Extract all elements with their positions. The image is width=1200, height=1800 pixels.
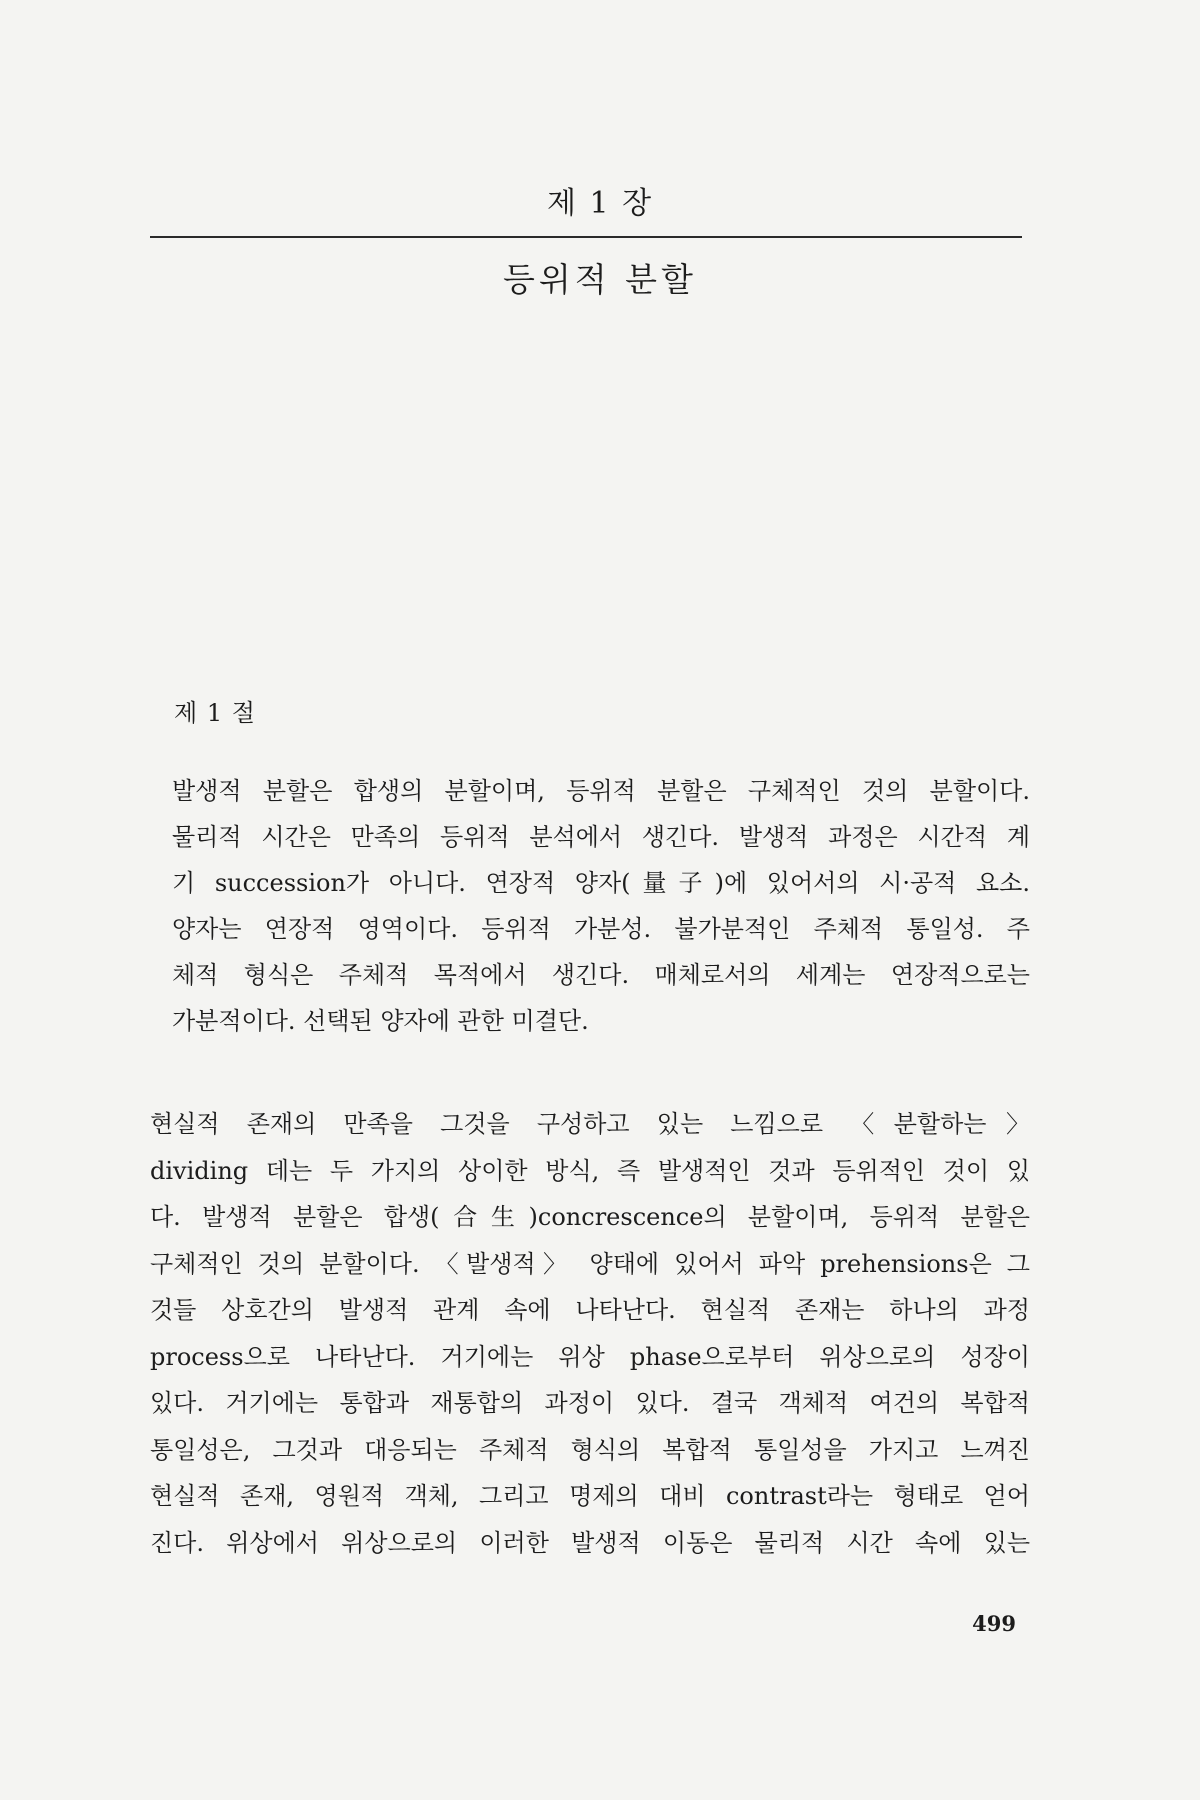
body-line: 현실적 존재, 영원적 객체, 그리고 명제의 대비 contrast라는 형태로 얻어 bbox=[150, 1482, 1030, 1510]
chapter-title: 등위적 분할 bbox=[503, 260, 697, 299]
section-summary bbox=[172, 768, 1030, 1044]
chapter-divider bbox=[150, 236, 1022, 238]
body-line: 것들 상호간의 발생적 관계 속에 나타난다. 현실적 존재는 하나의 과정 bbox=[150, 1296, 1030, 1324]
section-heading: 제 1 절 bbox=[174, 699, 256, 727]
body-line: 있다. 거기에는 통합과 재통합의 과정이 있다. 결국 객체적 여건의 복합적 bbox=[150, 1389, 1030, 1417]
summary-line: 발생적 분할은 합생의 분할이며, 등위적 분할은 구체적인 것의 분할이다. bbox=[172, 777, 1030, 805]
body-line: 현실적 존재의 만족을 그것을 구성하고 있는 느낌으로 〈분할하는〉 bbox=[150, 1110, 1030, 1138]
body-paragraph bbox=[150, 1101, 1030, 1566]
summary-line: 양자는 연장적 영역이다. 등위적 가분성. 불가분적인 주체적 통일성. 주 bbox=[172, 915, 1030, 943]
summary-line: 물리적 시간은 만족의 등위적 분석에서 생긴다. 발생적 과정은 시간적 계 bbox=[172, 823, 1030, 851]
chapter-number: 제 1 장 bbox=[546, 186, 654, 221]
summary-line: 기 succession가 아니다. 연장적 양자(量子)에 있어서의 시·공적 요소. bbox=[172, 869, 1030, 897]
body-line: 통일성은, 그것과 대응되는 주체적 형식의 복합적 통일성을 가지고 느껴진 bbox=[150, 1435, 1030, 1464]
body-line: process으로 나타난다. 거기에는 위상 phase으로부터 위상으로의 성장이 bbox=[150, 1342, 1030, 1371]
summary-line: 가분적이다. 선택된 양자에 관한 미결단. bbox=[172, 1007, 589, 1035]
body-line: 다. 발생적 분할은 합생(合生)concrescence의 분할이며, 등위적 분할은 bbox=[150, 1203, 1030, 1231]
body-line: 진다. 위상에서 위상으로의 이러한 발생적 이동은 물리적 시간 속에 있는 bbox=[150, 1528, 1030, 1557]
page-number: 499 bbox=[972, 1611, 1016, 1636]
body-line: 구체적인 것의 분할이다. 〈발생적〉 양태에 있어서 파악 prehensions은 그 bbox=[150, 1249, 1030, 1278]
body-line: dividing 데는 두 가지의 상이한 방식, 즉 발생적인 것과 등위적인 것이 있 bbox=[150, 1156, 1030, 1185]
summary-line: 체적 형식은 주체적 목적에서 생긴다. 매체로서의 세계는 연장적으로는 bbox=[172, 961, 1030, 989]
